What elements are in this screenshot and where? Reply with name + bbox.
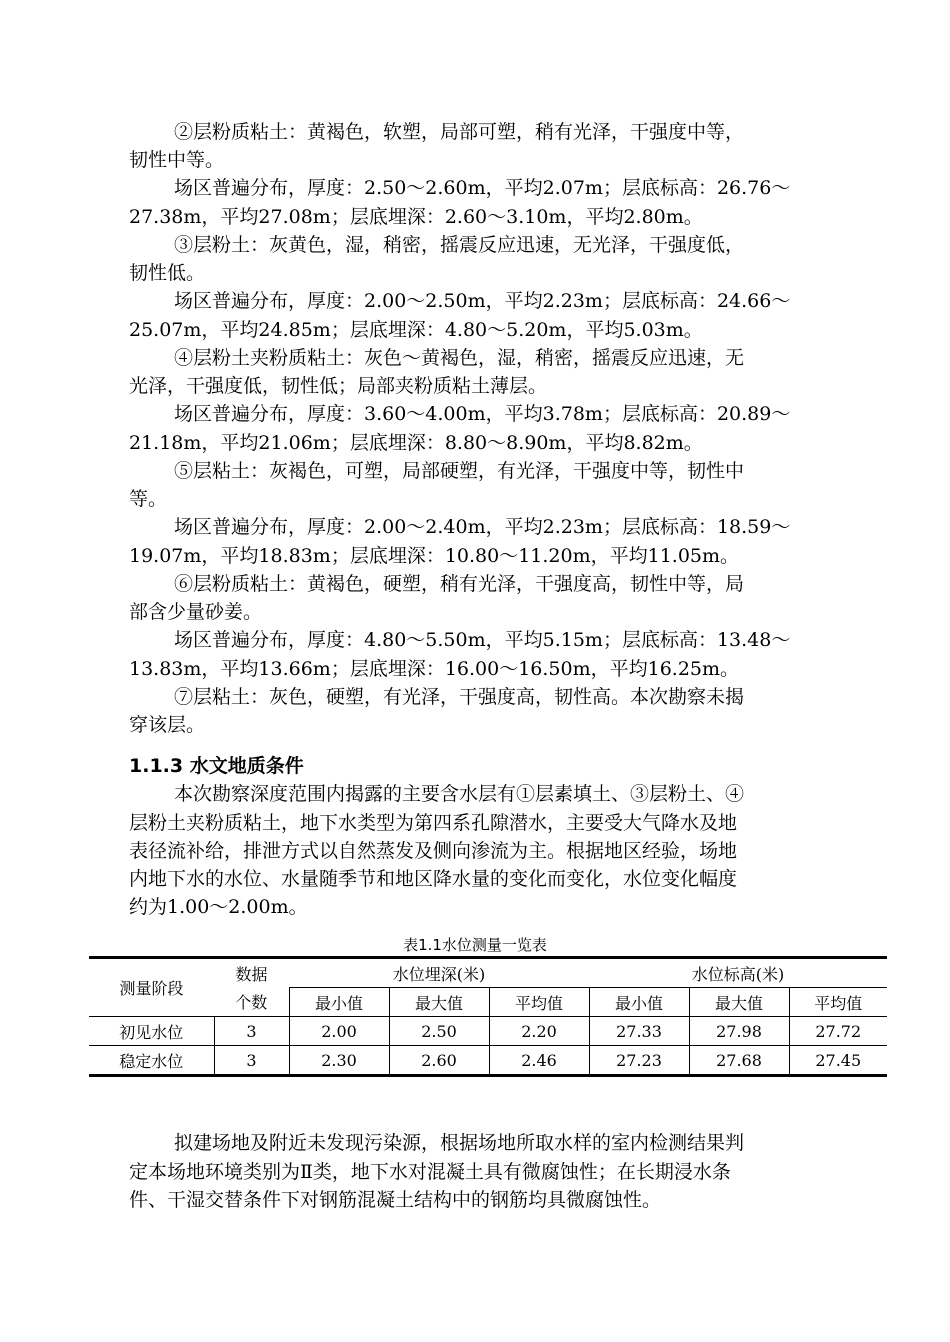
row-value: 2.30 [289,1046,389,1076]
hydro-line1: 本次勘察深度范围内揭露的主要含水层有①层素填土、③层粉土、④ [174,783,745,805]
header-elev-min: 最小值 [589,988,689,1017]
table-caption: 表1.1水位测量一览表 [403,936,547,954]
row-count: 3 [214,1046,289,1076]
layer2-line1: ②层粉质粘土：黄褐色，软塑，局部可塑，稍有光泽，干强度中等， [174,121,745,143]
layer3-dist-line1: 场区普遍分布，厚度：2.00～2.50m，平均2.23m；层底标高：24.66～ [174,290,791,312]
layer4-line1: ④层粉土夹粉质粘土：灰色～黄褐色，湿，稍密，摇震反应迅速，无 [174,347,745,369]
layer3-dist-line2: 25.07m，平均24.85m；层底埋深：4.80～5.20m，平均5.03m。 [129,319,703,341]
hydro-line2: 层粉土夹粉质粘土，地下水类型为第四系孔隙潜水，主要受大气降水及地 [129,812,738,834]
header-count-line2: 个数 [214,988,289,1017]
row-value: 2.00 [289,1017,389,1046]
layer3-line2: 韧性低。 [129,262,206,284]
row-value: 27.72 [789,1017,887,1046]
table-row [89,1017,887,1046]
row-value: 27.68 [689,1046,789,1076]
row-value: 2.46 [489,1046,589,1076]
layer6-line1: ⑥层粉质粘土：黄褐色，硬塑，稍有光泽，干强度高，韧性中等，局 [174,573,745,595]
layer2-line2: 韧性中等。 [129,149,225,171]
layer6-line2: 部含少量砂姜。 [129,601,263,623]
row-count: 3 [214,1017,289,1046]
row-stage: 初见水位 [89,1017,214,1046]
hydro-line4: 内地下水的水位、水量随季节和地区降水量的变化而变化，水位变化幅度 [129,868,738,890]
row-stage: 稳定水位 [89,1046,214,1076]
header-group-depth: 水位埋深(米) [289,958,589,988]
layer5-dist-line1: 场区普遍分布，厚度：2.00～2.40m，平均2.23m；层底标高：18.59～ [174,516,791,538]
layer7-line2: 穿该层。 [129,714,206,736]
closing-line1: 拟建场地及附近未发现污染源，根据场地所取水样的室内检测结果判 [174,1132,745,1154]
row-value: 27.33 [589,1017,689,1046]
header-depth-max: 最大值 [389,988,489,1017]
row-value: 2.50 [389,1017,489,1046]
layer4-dist-line1: 场区普遍分布，厚度：3.60～4.00m，平均3.78m；层底标高：20.89～ [174,403,791,425]
layer7-line1: ⑦层粘土：灰色，硬塑，有光泽，干强度高，韧性高。本次勘察未揭 [174,686,745,708]
row-value: 27.45 [789,1046,887,1076]
layer4-dist-line2: 21.18m，平均21.06m；层底埋深：8.80～8.90m，平均8.82m。 [129,432,703,454]
section-heading: 1.1.3 水文地质条件 [129,755,304,777]
header-elev-avg: 平均值 [789,988,887,1017]
layer4-line2: 光泽，干强度低，韧性低；局部夹粉质粘土薄层。 [129,375,548,397]
layer6-dist-line2: 13.83m，平均13.66m；层底埋深：16.00～16.50m，平均16.25m。 [129,658,740,680]
row-value: 27.98 [689,1017,789,1046]
header-stage: 测量阶段 [89,958,214,1017]
header-depth-min: 最小值 [289,988,389,1017]
layer6-dist-line1: 场区普遍分布，厚度：4.80～5.50m，平均5.15m；层底标高：13.48～ [174,629,791,651]
layer5-line2: 等。 [129,488,168,510]
closing-line3: 件、干湿交替条件下对钢筋混凝土结构中的钢筋均具微腐蚀性。 [129,1189,662,1211]
header-depth-avg: 平均值 [489,988,589,1017]
layer2-dist-line2: 27.38m，平均27.08m；层底埋深：2.60～3.10m，平均2.80m。 [129,206,703,228]
row-value: 2.60 [389,1046,489,1076]
layer3-line1: ③层粉土：灰黄色，湿，稍密，摇震反应迅速，无光泽，干强度低， [174,234,745,256]
table-row [89,1046,887,1076]
hydro-line5: 约为1.00～2.00m。 [129,896,308,918]
hydro-line3: 表径流补给，排泄方式以自然蒸发及侧向渗流为主。根据地区经验，场地 [129,840,738,862]
header-count-line1: 数据 [214,958,289,988]
water-level-table [89,956,887,1077]
header-group-elevation: 水位标高(米) [589,958,887,988]
layer5-dist-line2: 19.07m，平均18.83m；层底埋深：10.80～11.20m，平均11.05m。 [129,545,740,567]
row-value: 2.20 [489,1017,589,1046]
row-value: 27.23 [589,1046,689,1076]
closing-line2: 定本场地环境类别为Ⅱ类，地下水对混凝土具有微腐蚀性；在长期浸水条 [129,1161,731,1183]
layer5-line1: ⑤层粘土：灰褐色，可塑，局部硬塑，有光泽，干强度中等，韧性中 [174,460,745,482]
header-elev-max: 最大值 [689,988,789,1017]
layer2-dist-line1: 场区普遍分布，厚度：2.50～2.60m，平均2.07m；层底标高：26.76～ [174,177,791,199]
